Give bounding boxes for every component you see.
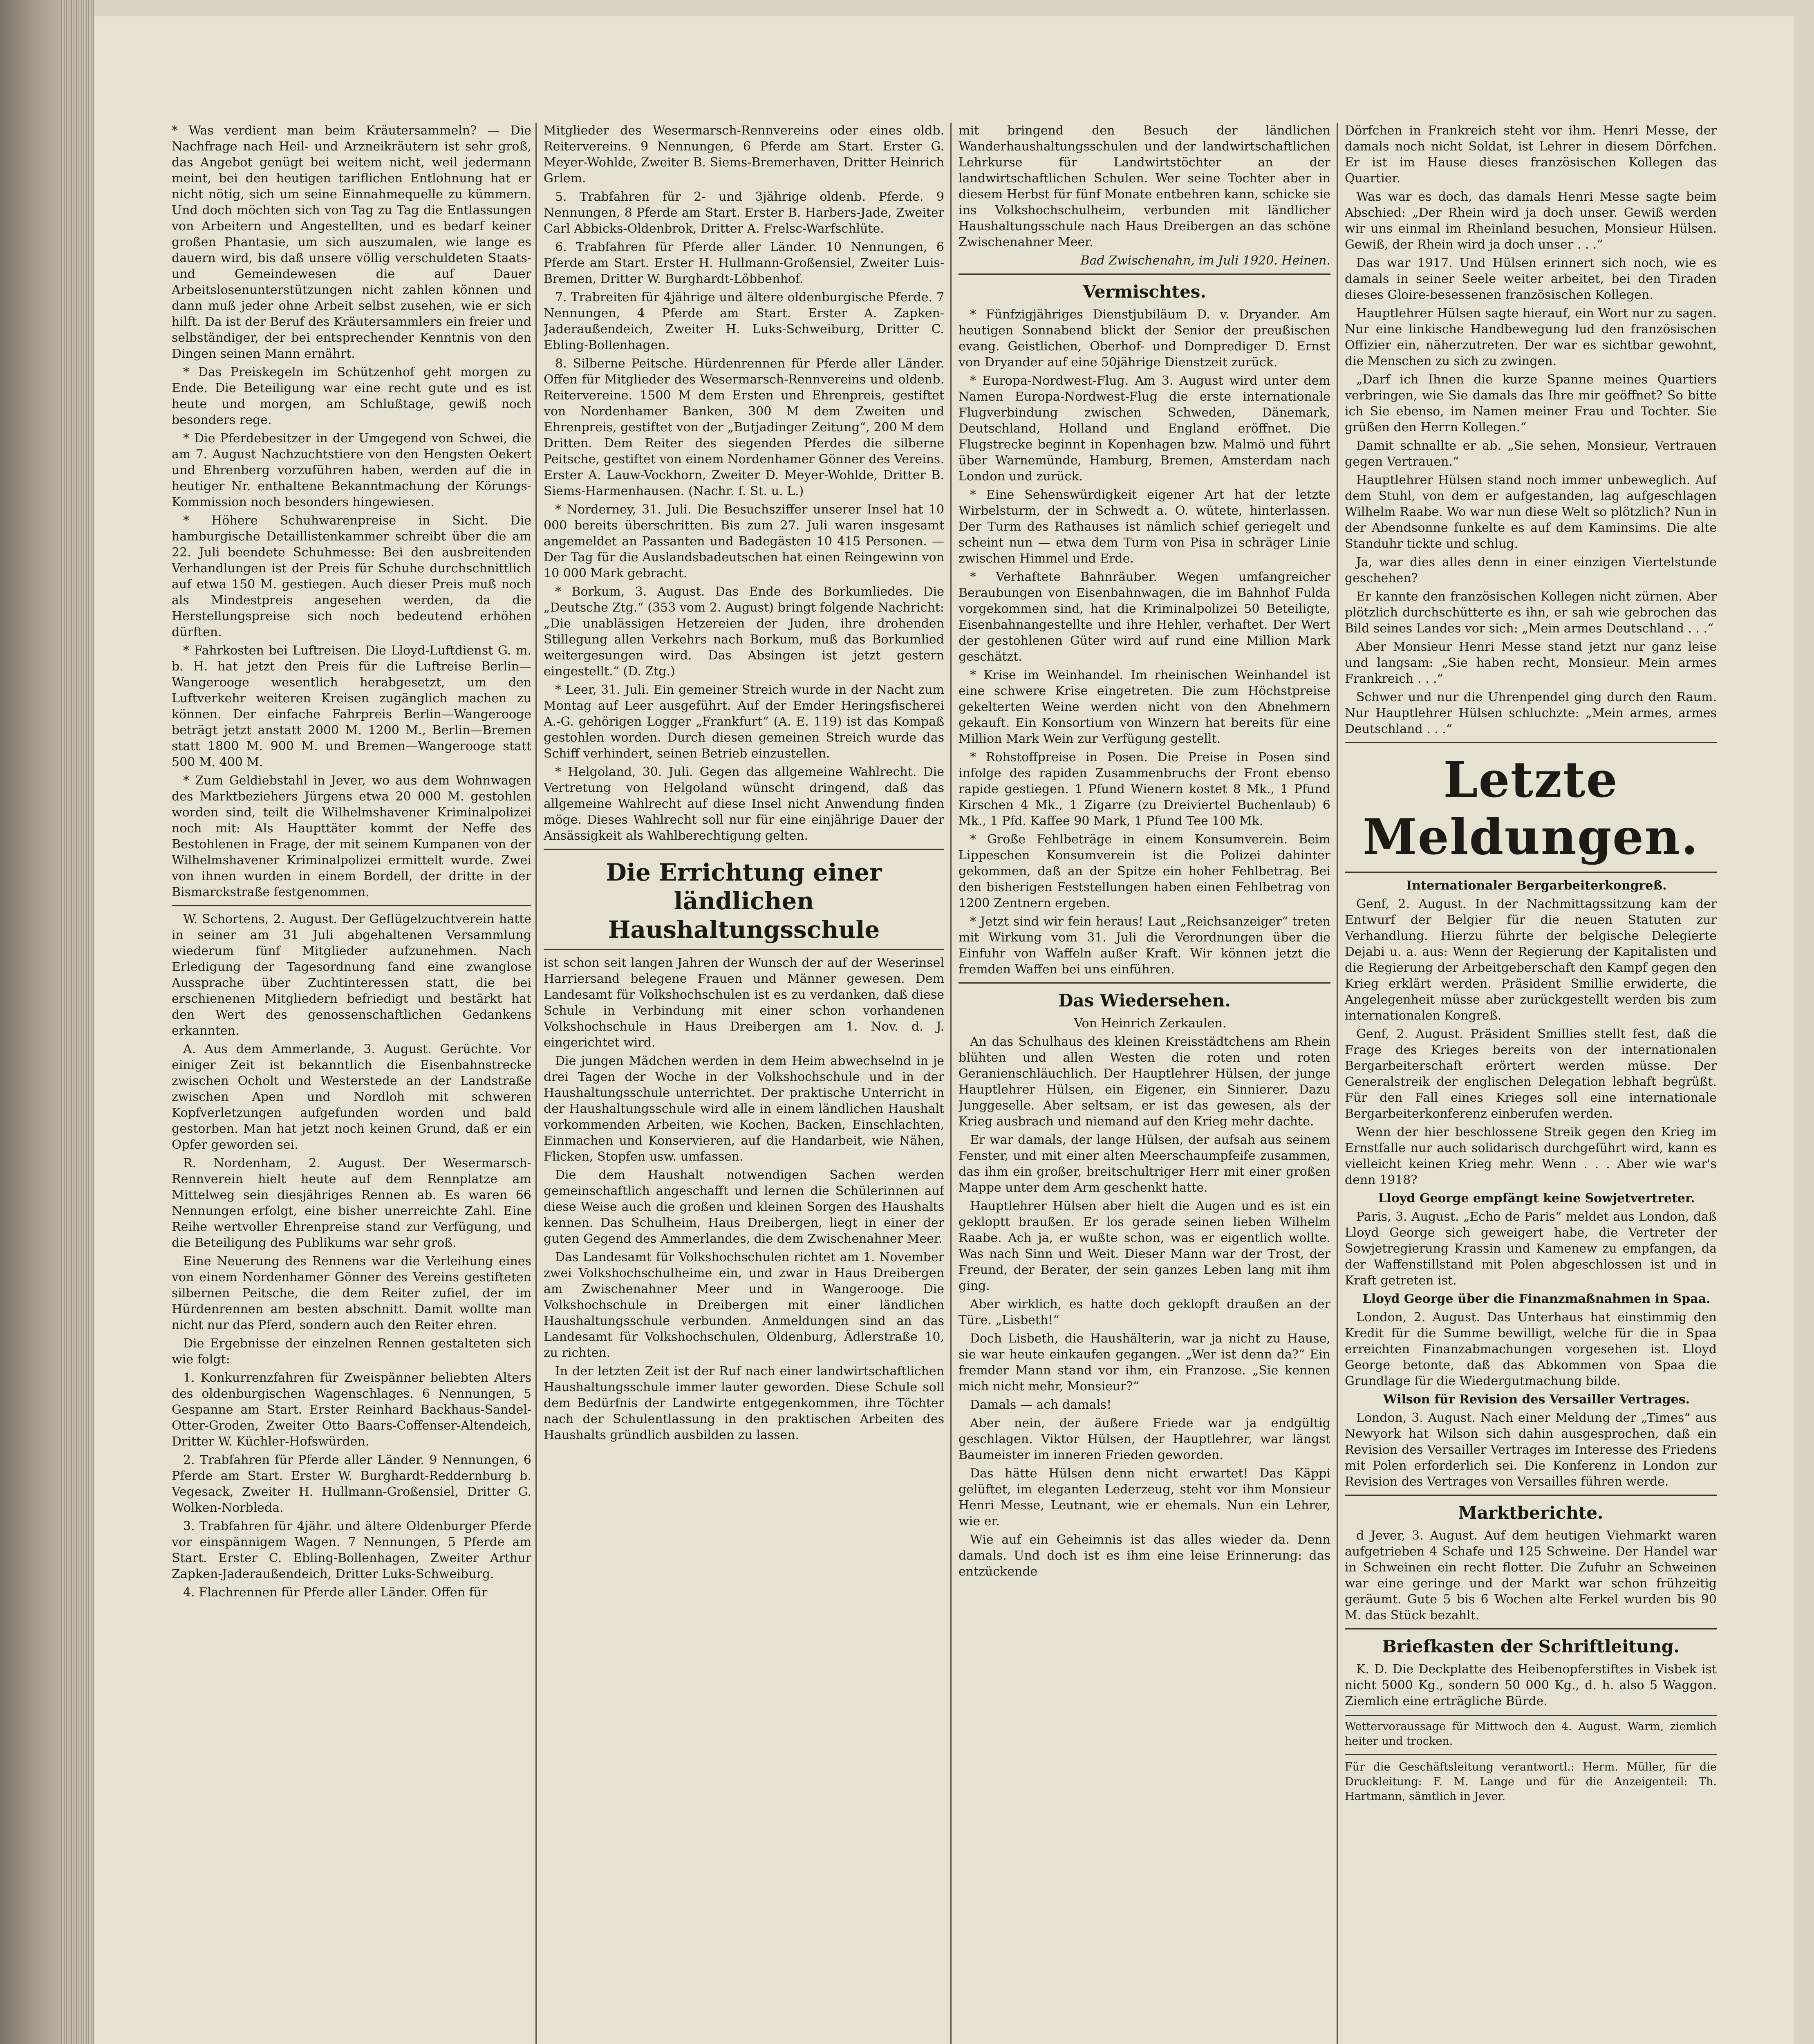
heading-briefkasten: Briefkasten der Schriftleitung. (1382, 1636, 1680, 1656)
headline-haushaltungsschule: Die Errichtung einer ländlichen Haushaltungsschule (606, 858, 882, 944)
article-posen: * Rohstoffpreise in Posen. Die Preise in Posen sind infolge des rapiden Zusammenbruchs der Front ebenso rapide gestiegen. 1 Pfund Wienern kostet 8 Mk., 1 Pfund Kirschen 4 Mk., 1 Zigarre (zu Dreiviertel Buchenlaub) 6 Mk., 1 Pfd. Kaffee 90 Mark, 1 Pfund Tee 100 Mk. (959, 750, 1330, 828)
story-paragraph: Aber Monsieur Henri Messe stand jetzt nur ganz leise und langsam: „Sie haben recht, Monsieur. Mein armes Frankreich . . .“ (1345, 640, 1717, 686)
news-item: Paris, 3. August. „Echo de Paris“ meldet aus London, daß Lloyd George sich geweigert habe, die Vertreter der Sowjetregierung Krassin und Kamenew zu empfangen, da der Waffenstillstand mit Polen abgeschlossen ist und in Kraft getreten ist. (1345, 1210, 1717, 1288)
column-3 (959, 123, 1330, 2044)
subheading: Wilson für Revision des Versailler Vertrages. (1383, 1392, 1690, 1407)
column-rule (535, 123, 537, 2044)
story-paragraph: Aber wirklich, es hatte doch geklopft draußen an der Türe. „Lisbeth!“ (959, 1297, 1330, 1327)
article-nordenham: R. Nordenham, 2. August. Der Wesermarsch-Rennverein hielt heute auf dem Rennplatze am Mittelweg sein diesjähriges Rennen ab. Es waren 66 Nennungen erfolgt, eine bisher unerreichte Zahl. Eine Reihe wertvoller Ehrenpreise stand zur Verfügung, und die Beteiligung des Publikums war sehr groß. (172, 1156, 531, 1250)
footer (1345, 1715, 1717, 1804)
race-result-8: 8. Silberne Peitsche. Hürdenrennen für Pferde aller Länder. Offen für Mitglieder des Wesermarsch-Rennvereins und oldenb. Reitervereine. 1500 M dem Ersten und Ehrenpreis, gestiftet von Nordenhamer Banken, 300 M dem Zweiten und Ehrenpreis, gestiftet von der „Butjadinger Zeitung“, 200 M dem Dritten. Dem Reiter des siegenden Pferdes die silberne Peitsche, gestiftet von einem Nordenhamer Gönner des Vereins. Erster A. Lauw-Vockhorn, Zweiter D. Meyer-Wohlde, Dritter B. Siems-Harmenhausen. (Nachr. f. St. u. L.) (544, 356, 944, 498)
separator (544, 849, 944, 850)
subheading: Internationaler Bergarbeiterkongreß. (1406, 879, 1667, 893)
article-dryander: * Fünfzigjähriges Dienstjubiläum D. v. Dryander. Am heutigen Sonnabend blickt der Senior der preußischen evang. Geistlichen, Oberhof- und Domprediger D. Ernst von Dryander auf eine 50jährige Dienstzeit zurück. (959, 307, 1330, 370)
subheading: Lloyd George über die Finanzmaßnahmen in Spaa. (1362, 1292, 1711, 1306)
signature: Bad Zwischenahn, im Juli 1920. Heinen. (1080, 253, 1330, 268)
article-weinhandel: * Krise im Weinhandel. Im rheinischen Weinhandel ist eine schwere Krise eingetreten. Die zum Höchstpreise gekelterten Weine werden nicht von den Abnehmern gekauft. Ein Konsortium von Winzern hat bereits für eine Million Mark Wein zur Verfügung gestellt. (959, 668, 1330, 746)
article-norderney: * Norderney, 31. Juli. Die Besuchsziffer unserer Insel hat 10 000 bereits überschritten. Bis zum 27. Juli waren insgesamt angemeldet an Passanten und Badegästen 10 415 Personen. — Der Tag für die Auslandsbadeutschen hat einen Reingewinn von 10 000 Mark gebracht. (544, 502, 944, 580)
article-haushaltungsschule-4: Das Landesamt für Volkshochschulen richtet am 1. November zwei Volkshochschulheime ein, und zwar in Haus Dreibergen am Zwischenahner Meer und in Wangerooge. Die Volkshochschule in Dreibergen mit einer ländlichen Haushaltungsschule verbunden. Anmeldungen sind an das Landesamt für Volkshochschulen, Oldenburg, Ädlerstraße 10, zu richten. (544, 1250, 944, 1360)
race-result-5: 5. Trabfahren für 2- und 3jährige oldenb. Pferde. 9 Nennungen, 8 Pferde am Start. Erster B. Harbers-Jade, Zweiter Carl Abbicks-Oldenbrok, Dritter A. Frelsc-Warfschlüte. (544, 190, 944, 236)
article-preiskegeln: * Das Preiskegeln im Schützenhof geht morgen zu Ende. Die Beteiligung war eine recht gute und es ist heute und morgen, am Schlußtage, gewiß noch besonders rege. (172, 365, 531, 427)
article-ergebnisse: Die Ergebnisse der einzelnen Rennen gestalteten sich wie folgt: (172, 1336, 531, 1367)
separator (1345, 1628, 1717, 1629)
story-paragraph: Er kannte den französischen Kollegen nicht zürnen. Aber plötzlich durchschütterte es ihn, er sah wie gebrochen das Bild seines Landes vor sich: „Mein armes Deutschland . . .“ (1345, 589, 1717, 636)
market-report: d Jever, 3. August. Auf dem heutigen Viehmarkt waren aufgetrieben 4 Schafe und 125 Schweine. Der Handel war in Schweinen ein recht flotter. Die Zufuhr an Schweinen war eine geringe und der Markt war schon frühzeitig geräumt. Gute 5 bis 6 Wochen alte Ferkel wurden bis 90 M. das Stück bezahlt. (1345, 1529, 1717, 1623)
article-gelddiebstahl: * Zum Geldiebstahl in Jever, wo aus dem Wohnwagen des Marktbeziehers Jürgens etwa 20 000 M. gestohlen worden sind, teilt die Wilhelmshavener Kriminalpolizei noch mit: Als Haupttäter kommt der Neffe des Bestohlenen in Frage, der mit seinem Kumpanen von der Wilhelmshavener Kriminalpolizei ermittelt wurde. Zwei von ihnen wurden in einem Bordell, der dritte in der Bismarckstraße festgenommen. (172, 773, 531, 899)
column-rule (950, 123, 952, 2044)
story-paragraph: Aber nein, der äußere Friede war ja endgültig geschlagen. Viktor Hülsen, der Hauptlehrer, war längst Baumeister im inneren Frieden geworden. (959, 1416, 1330, 1462)
article-ammerland: A. Aus dem Ammerlande, 3. August. Gerüchte. Vor einiger Zeit ist bekanntlich die Eisenbahnstrecke zwischen Ocholt und Westerstede an der Landstraße zwischen Apen und Nordloh mit schweren Kopfverletzungen aufgefunden worden und bald gestorben. Man hat jetzt noch keinen Grund, daß er ein Opfer geworden sei. (172, 1042, 531, 1152)
column-4 (1345, 123, 1717, 2044)
article-konsumverein: * Große Fehlbeträge in einem Konsumverein. Beim Lippeschen Konsumverein ist die Polizei dahinter gekommen, daß an der Spitze ein hoher Fehlbetrag. Bei den bisherigen Feststellungen haben einen Fehlbetrag von 1200 Zentnern ergeben. (959, 832, 1330, 910)
separator (544, 949, 944, 950)
article-haushaltungsschule-end: mit bringend den Besuch der ländlichen Wanderhaushaltungsschulen und der landwirtschaftlichen Lehrkurse für Landwirtstöchter an der landwirtschaftlichen Schulen. Wer seine Tochter aber in diesem Herbst für fünf Monate entbehren kann, schicke sie ins Volkshochschulheim, verbunden mit ländlicher Haushaltungsschule nach Haus Dreibergen an das schöne Zwischenahner Meer. (959, 123, 1330, 249)
race-result-1: 1. Konkurrenzfahren für Zweispänner beliebten Alters des oldenburgischen Wagenschlages. 6 Nennungen, 5 Gespanne am Start. Erster Reinhard Backhaus-Sandel-Otter-Groden, Zweiter Otto Baars-Coffenser-Altendeich, Dritter W. Küchler-Hofswürden. (172, 1371, 531, 1449)
story-paragraph: An das Schulhaus des kleinen Kreisstädtchens am Rhein blühten und allen Westen die roten und roten Geranienschläuchlich. Der Hauptlehrer Hülsen, der junge Hauptlehrer Hülsen, ein Eigener, ein Sinnierer. Dazu Junggeselle. Aber seltsam, er ist das gewesen, als der Krieg ausbrach und niemand auf den Krieg mehr dachte. (959, 1035, 1330, 1129)
column-1 (172, 123, 531, 2044)
article-schortens: W. Schortens, 2. August. Der Geflügelzuchtverein hatte in seiner am 31 Juli abgehaltenen Versammlung wiederum fünf Mitglieder aufzunehmen. Nach Erledigung der Tagesordnung fand eine zwanglose Aussprache über Zuchtinteressen statt, die bei erschienenen Mitgliedern befriedigt und bestärkt hat den Wert des genossenschaftlichen Gedankens erkannten. (172, 912, 531, 1038)
article-helgoland: * Helgoland, 30. Juli. Gegen das allgemeine Wahlrecht. Die Vertretung von Helgoland wünscht dringend, daß das allgemeine Wahlrecht auf diese Insel nicht Anwendung finden möge. Dieses Wahlrecht soll nur für eine einjährige Dauer der Ansässigkeit als Wahlberechtigung gelten. (544, 765, 944, 843)
heading-marktberichte: Marktberichte. (1458, 1503, 1603, 1523)
story-paragraph: Damals — ach damals! (970, 1398, 1112, 1412)
article-schuhwarenpreise: * Höhere Schuhwarenpreise in Sicht. Die hamburgische Detaillistenkammer schreibt über die am 22. Juli beendete Schuhmesse: Bei den ausbreitenden Verhandlungen ist der Preis für Schuhe durchschnittlich auf etwa 150 M. gestiegen. Auch dieser Preis muß noch als Mindestpreis angesehen werden, da die Herstellungspreise sich noch bedeutend erhöhen dürften. (172, 513, 531, 639)
heading-letzte-meldungen: Letzte Meldungen. (1362, 751, 1699, 866)
column-rule (1337, 123, 1338, 2044)
heading-vermischtes: Vermischtes. (1082, 282, 1207, 302)
subheading: Lloyd George empfängt keine Sowjetvertreter. (1378, 1191, 1695, 1206)
story-paragraph: Was war es doch, das damals Henri Messe sagte beim Abschied: „Der Rhein wird ja doch unser. Gewiß werden wir uns einmal im Rheinland besuchen, Monsieur Hülsen. Gewiß, der Rhein wird ja doch unser . . .“ (1345, 190, 1717, 252)
story-paragraph: Hauptlehrer Hülsen sagte hierauf, ein Wort nur zu sagen. Nur eine linkische Handbewegung lud den französischen Offizier ein, näherzutreten. Der war es sichtbar gewohnt, die Menschen zu sich zu zwingen. (1345, 306, 1717, 368)
weather-forecast: Wettervoraussage für Mittwoch den 4. August. Warm, ziemlich heiter und trocken. (1345, 1720, 1717, 1748)
story-paragraph: Das war 1917. Und Hülsen erinnert sich noch, wie es damals in seiner Seele weiter arbeitet, bei den Tiraden dieses Gloire-besessenen französischen Kollegen. (1345, 256, 1717, 302)
article-haushaltungsschule-2: Die jungen Mädchen werden in dem Heim abwechselnd in je drei Tagen der Woche in der Volkshochschule und in der Haushaltungsschule unterrichtet. Der praktische Unterricht in der Haushaltungsschule wird alle in einem ländlichen Haushalt vorkommenden Arbeiten, wie Kochen, Backen, Einschlachten, Einmachen und Konservieren, auf die Handarbeit, wie Nähen, Flicken, Stopfen usw. umfassen. (544, 1054, 944, 1164)
byline: Von Heinrich Zerkaulen. (1074, 1016, 1227, 1031)
story-paragraph: Er war damals, der lange Hülsen, der aufsah aus seinem Fenster, und mit einer alten Meerschaumpfeife zusammen, das ihm ein großer, breitschultriger Herr mit einer großen Mappe unter dem Arm geschenkt hatte. (959, 1133, 1330, 1195)
article-kraeutersammeln: * Was verdient man beim Kräutersammeln? — Die Nachfrage nach Heil- und Arzneikräutern ist sehr groß, das Angebot genügt bei weitem nicht, weil jedermann meint, bei den heutigen tariflichen Entlohnung hat er nicht nötig, sich um seine Einnahmequelle zu kümmern. Und doch möchten sich von Tag zu Tag die Entlassungen von Arbeitern und Angestellten, und es bedarf keiner großen Phantasie, um sich auszumalen, wie lange es dauern wird, bis daß unsere völlig verschuldeten Staats- und Gemeindewesen die auf Dauer Arbeitslosenunterstützungen nicht zahlen können und dann muß jeder ohne Arbeit selbst zusehen, wie er sich hilft. Da ist der Beruf des Kräutersammlers ein freier und selbständiger, der bei entsprechender Kenntnis von den Dingen seinen Mann ernährt. (172, 123, 531, 361)
article-bahnraeuber: * Verhaftete Bahnräuber. Wegen umfangreicher Beraubungen von Eisenbahnwagen, die im Bahnhof Fulda vorgekommen sind, hat die Kriminalpolizei 50 Beteiligte, Eisenbahnangestellte und ihre Hehler, verhaftet. Der Wert der gestohlenen Güter wird auf rund eine Million Mark geschätzt. (959, 570, 1330, 664)
heading-wiedersehen: Das Wiedersehen. (1058, 991, 1231, 1011)
story-paragraph: Hauptlehrer Hülsen aber hielt die Augen und es ist ein gekloptt braußen. Er los gerade seinen lieben Wilhelm Raabe. Ach ja, er wußte schon, was er eigentlich wollte. Was nach Sinn und Weit. Dieser Mann war der Trost, der Freund, der Berater, der sein ganzes Leben lang mit ihm ging. (959, 1199, 1330, 1293)
story-paragraph: Doch Lisbeth, die Haushälterin, war ja nicht zu Hause, sie war heute einkaufen gegangen. „Wer ist denn da?“ Ein fremder Mann stand vor ihm, ein Franzose. „Sie kennen mich nicht mehr, Monsieur?“ (959, 1331, 1330, 1394)
separator (172, 905, 531, 906)
story-paragraph: Wie auf ein Geheimnis ist das alles wieder da. Denn damals. Und doch ist es ihm eine leise Erinnerung: das entzückende (959, 1533, 1330, 1579)
story-paragraph: Damit schnallte er ab. „Sie sehen, Monsieur, Vertrauen gegen Vertrauen.“ (1345, 439, 1717, 469)
letters-item: K. D. Die Deckplatte des Heibenopferstiftes in Visbek ist nicht 5000 Kg., sondern 50 000 Kg., d. h. also 5 Waggon. Ziemlich eine erträgliche Bürde. (1345, 1662, 1717, 1708)
separator (959, 273, 1330, 275)
race-result-cont: Mitglieder des Wesermarsch-Rennvereins oder eines oldb. Reitervereins. 9 Nennungen, 6 Pferde am Start. Erster G. Meyer-Wohlde, Zweiter B. Siems-Bremerhaven, Dritter Heinrich Grlem. (544, 123, 944, 186)
race-result-4: 4. Flachrennen für Pferde aller Länder. Offen für (183, 1585, 488, 1600)
article-leer: * Leer, 31. Juli. Ein gemeiner Streich wurde in der Nacht zum Montag auf Leer ausgeführt. Auf der Emder Heringsfischerei A.-G. gehörigen Logger „Frankfurt“ (A. E. 119) ist das Kompaß gestohlen worden. Durch diesen gemeinen Streich wurde das Schiff verhindert, seinen Betrieb einzustellen. (544, 683, 944, 761)
story-paragraph: Das hätte Hülsen denn nicht erwartet! Das Käppi gelüftet, im eleganten Lederzeug, steht vor ihm Monsieur Henri Messe, Leutnant, wie er ehemals. Nun ein Lehrer, wie er. (959, 1466, 1330, 1529)
news-item: London, 3. August. Nach einer Meldung der „Times“ aus Newyork hat Wilson sich dahin ausgesprochen, daß ein Revision des Versailler Vertrages im Interesse des Friedens mit Polen erforderlich sei. Die Konferenz in London zur Revision des Vertrages von Versailles führen werde. (1345, 1411, 1717, 1489)
news-item: Genf, 2. August. Präsident Smillies stellt fest, daß die Frage des Krieges bereits von der internationalen Bergarbeiterschaft erörtert werden müsse. Der Generalstreik der englischen Delegation lebhaft begrüßt. Für den Fall eines Krieges soll eine internationale Bergarbeiterkonferenz einberufen werden. (1345, 1027, 1717, 1121)
article-borkum: * Borkum, 3. August. Das Ende des Borkumliedes. Die „Deutsche Ztg.“ (353 vom 2. August) bringt folgende Nachricht: „Die unablässigen Hetzereien der Juden, ihre drohenden Stillegung allen Verkehrs nach Borkum, muß das Borkumlied weitergesungen wird. Das Absingen ist jetzt gestern eingestellt.“ (D. Ztg.) (544, 585, 944, 679)
story-paragraph: „Darf ich Ihnen die kurze Spanne meines Quartiers verbringen, wie Sie damals das Ihre mir geöffnet? So bitte ich Sie ebenso, im Namen meiner Frau und Tochter. Sie grüßen den Herrn Kollegen.“ (1345, 372, 1717, 435)
article-pferdebesitzer: * Die Pferdebesitzer in der Umgegend von Schwei, die am 7. August Nachzuchtstiere von den Hengsten Oekert und Ehrenberg vorzuführen haben, werden auf die in heutiger Nr. enthaltene Bekanntmachung der Körungs-Kommission noch besonders hingewiesen. (172, 431, 531, 509)
article-luftreisen: * Fahrkosten bei Luftreisen. Die Lloyd-Luftdienst G. m. b. H. hat jetzt den Preis für die Luftreise Berlin—Wangerooge wesentlich herabgesetzt, um den Luftverkehr weiteren Kreisen zugänglich machen zu können. Der einfache Fahrpreis Berlin—Wangerooge beträgt jetzt anstatt 2000 M. 1200 M., Berlin—Bremen statt 1800 M. 900 M. und Bremen—Wangerooge statt 500 M. 400 M. (172, 643, 531, 769)
article-heraus: * Jetzt sind wir fein heraus! Laut „Reichsanzeiger“ treten mit Wirkung vom 31. Juli die Verordnungen über die Einfuhr von Waffeln außer Kraft. Wir können jetzt die fremden Waffen bei uns einführen. (959, 914, 1330, 977)
separator (1345, 872, 1717, 873)
separator (1345, 1495, 1717, 1496)
story-paragraph: Hauptlehrer Hülsen stand noch immer unbeweglich. Auf dem Stuhl, von dem er aufgestanden, lag aufgeschlagen Wilhelm Raabe. Wo war nun diese Welt so plötzlich? Nun in der Abendsonne funkelte es auf dem Kaminsims. Die alte Standuhr tickte und schlug. (1345, 473, 1717, 551)
article-europa-flug: * Europa-Nordwest-Flug. Am 3. August wird unter dem Namen Europa-Nordwest-Flug die erste internationale Flugverbindung zwischen Schweden, Dänemark, Deutschland, Holland und England eröffnet. Die Flugstrecke beginnt in Kopenhagen bzw. Malmö und führt über Warnemünde, Hamburg, Bremen, Amsterdam nach London und zurück. (959, 374, 1330, 484)
race-result-7: 7. Trabreiten für 4jährige und ältere oldenburgische Pferde. 7 Nennungen, 4 Pferde am Start. Erster A. Zapken-Jaderaußendeich, Zweiter H. Luks-Schweiburg, Dritter C. Ebling-Bollenhagen. (544, 290, 944, 352)
story-paragraph: Schwer und nur die Uhrenpendel ging durch den Raum. Nur Hauptlehrer Hülsen schluchzte: „Mein armes, armes Deutschland . . .“ (1345, 690, 1717, 736)
separator (1345, 1754, 1717, 1755)
article-haushaltungsschule-1: ist schon seit langen Jahren der Wunsch der auf der Weserinsel Harriersand belegene Frauen und Männer gewesen. Dem Landesamt für Volkshochschulen ist es zu verdanken, daß diese Schule in Verbindung mit einer schon vorhandenen Volkshochschule in Haus Dreibergen am 1. Nov. d. J. eingerichtet wird. (544, 956, 944, 1050)
article-haushaltungsschule-5: In der letzten Zeit ist der Ruf nach einer landwirtschaftlichen Haushaltungsschule immer lauter geworden. Diese Schule soll dem Bedürfnis der Landwirte entgegenkommen, ihre Töchter nach der Schulentlassung in den praktischen Arbeiten des Haushalts gründlich ausbilden zu lassen. (544, 1364, 944, 1442)
separator (1345, 742, 1717, 743)
separator (959, 982, 1330, 984)
news-item: Wenn der hier beschlossene Streik gegen den Krieg im Ernstfalle nur auch solidarisch durchgeführt wird, kann es vielleicht keinen Krieg mehr. Wenn . . . Aber wie war's denn 1918? (1345, 1125, 1717, 1187)
story-paragraph: Dörfchen in Frankreich steht vor ihm. Henri Messe, der damals noch nicht Soldat, ist Lehrer in diesem Dörfchen. Er ist im Hause dieses französischen Kollegen das Quartier. (1345, 123, 1717, 186)
race-result-6: 6. Trabfahren für Pferde aller Länder. 10 Nennungen, 6 Pferde am Start. Erster H. Hullmann-Großensiel, Zweiter Luis-Bremen, Dritter W. Burghardt-Löbbenhof. (544, 240, 944, 286)
imprint: Für die Geschäftsleitung verantwortl.: Herm. Müller, für die Druckleitung: F. M. Lange und für die Anzeigenteil: Th. Hartmann, sämtlich in Jever. (1345, 1761, 1717, 1803)
page-edges (61, 0, 94, 2044)
news-item: London, 2. August. Das Unterhaus hat einstimmig den Kredit für die Summe bewilligt, welche für die in Spaa erreichten Finanzabmachungen vorgesehen ist. Lloyd George betonte, daß das Abkommen von Spaa die Grundlage für die Wiedergutmachung bilde. (1345, 1310, 1717, 1388)
article-haushaltungsschule-3: Die dem Haushalt notwendigen Sachen werden gemeinschaftlich angeschafft und lernen die Schülerinnen auf diese Weise auch die großen und kleinen Sorgen des Haushalts kennen. Das Schulheim, Haus Dreibergen, liegt in einer der guten Gegend des Ammerlandes, die dem Zwischenahner Meer. (544, 1168, 944, 1246)
news-item: Genf, 2. August. In der Nachmittagssitzung kam der Entwurf der Belgier für die neuen Statuten zur Verhandlung. Hierzu führte der belgische Delegierte Dejabi u. a. aus: Wenn der Regierung der Kapitalisten und die Regierung der Arbeitgeberschaft den Kampf gegen den Krieg erklärt werden. Präsident Smillie erwiderte, die Angelegenheit müsse aber zurückgestellt werden bis zum internationalen Kongreß. (1345, 897, 1717, 1023)
article-peitsche: Eine Neuerung des Rennens war die Verleihung eines von einem Nordenhamer Gönner des Vereins gestifteten silbernen Peitsche, die dem Reiter zufiel, der im Hürdenrennen am besten abschnitt. Damit wollte man nicht nur das Pferd, sondern auch den Reiter ehren. (172, 1254, 531, 1332)
story-paragraph: Ja, war dies alles denn in einer einzigen Viertelstunde geschehen? (1345, 555, 1717, 585)
column-2 (544, 123, 944, 2044)
race-result-3: 3. Trabfahren für 4jähr. und ältere Oldenburger Pferde vor einspännigem Wagen. 7 Nennungen, 5 Pferde am Start. Erster C. Ebling-Bollenhagen, Zweiter Arthur Zapken-Jaderaußendeich, Dritter Luks-Schweiburg. (172, 1519, 531, 1581)
race-result-2: 2. Trabfahren für Pferde aller Länder. 9 Nennungen, 6 Pferde am Start. Erster W. Burghardt-Reddernburg b. Vegesack, Zweiter H. Hullmann-Großensiel, Dritter G. Wolken-Norbleda. (172, 1453, 531, 1515)
article-schwedt: * Eine Sehenswürdigkeit eigener Art hat der letzte Wirbelsturm, der in Schwedt a. O. wütete, hinterlassen. Der Turm des Rathauses ist nämlich schief geriegelt und scheint nun — etwa dem Turm von Pisa in schräger Linie zwischen Himmel und Erde. (959, 488, 1330, 566)
